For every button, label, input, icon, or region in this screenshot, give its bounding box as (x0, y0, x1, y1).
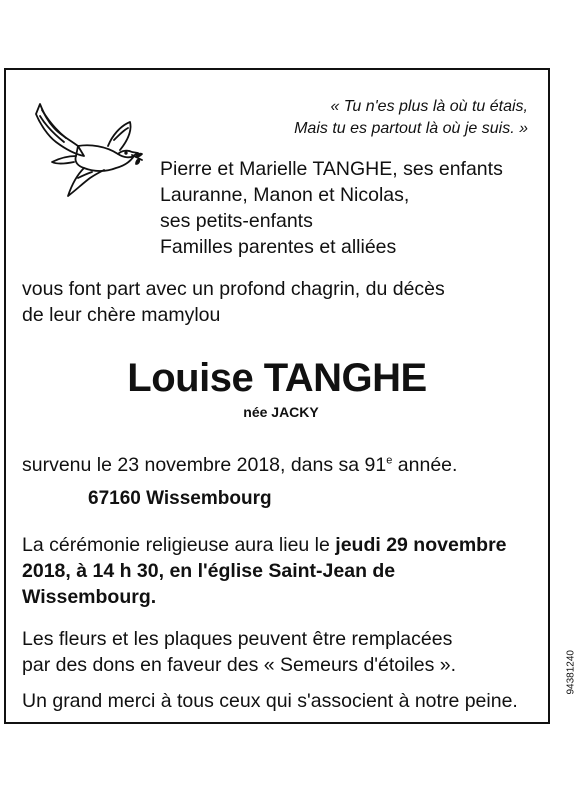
intro-line: vous font part avec un profond chagrin, du décès (22, 278, 445, 300)
flowers-line: Les fleurs et les plaques peuvent être remplacées (22, 628, 453, 650)
death-text-end: année. (392, 454, 458, 476)
dove-with-olive-branch-icon (20, 100, 146, 198)
ceremony-text: La cérémonie religieuse aura lieu le (22, 534, 336, 556)
announcement-intro (22, 276, 445, 328)
intro-line: de leur chère mamylou (22, 304, 221, 326)
flowers-notice (22, 626, 456, 678)
ad-reference-number: 94381240 (565, 650, 576, 695)
ceremony-date: jeudi 29 novembre (335, 534, 507, 556)
maiden-name: née JACKY (243, 404, 319, 420)
quote-line: « Tu n'es plus là où tu étais, (330, 98, 528, 115)
ordinal-suffix: e (386, 454, 393, 467)
family-line: Familles parentes et alliées (160, 236, 397, 258)
family-line: Pierre et Marielle TANGHE, ses enfants (160, 158, 503, 180)
residence-location: 67160 Wissembourg (88, 488, 272, 509)
family-line: Lauranne, Manon et Nicolas, (160, 184, 410, 206)
death-date (22, 452, 457, 478)
quote-line: Mais tu es partout là où je suis. » (294, 120, 528, 137)
thanks-message: Un grand merci à tous ceux qui s'associent à notre peine. (22, 690, 518, 712)
ceremony-city: Wissembourg. (22, 586, 157, 608)
family-line: ses petits-enfants (160, 210, 313, 232)
ceremony-time-place: 2018, à 14 h 30, en l'église Saint-Jean de (22, 560, 396, 582)
death-text: survenu le 23 novembre 2018, dans sa 91 (22, 454, 387, 476)
flowers-line: par des dons en faveur des « Semeurs d'étoiles ». (22, 654, 457, 676)
epigraph-quote (294, 96, 528, 140)
deceased-name: Louise TANGHE (127, 356, 427, 400)
family-list (160, 156, 503, 260)
obituary-frame (4, 68, 550, 724)
ceremony-info (22, 532, 507, 610)
